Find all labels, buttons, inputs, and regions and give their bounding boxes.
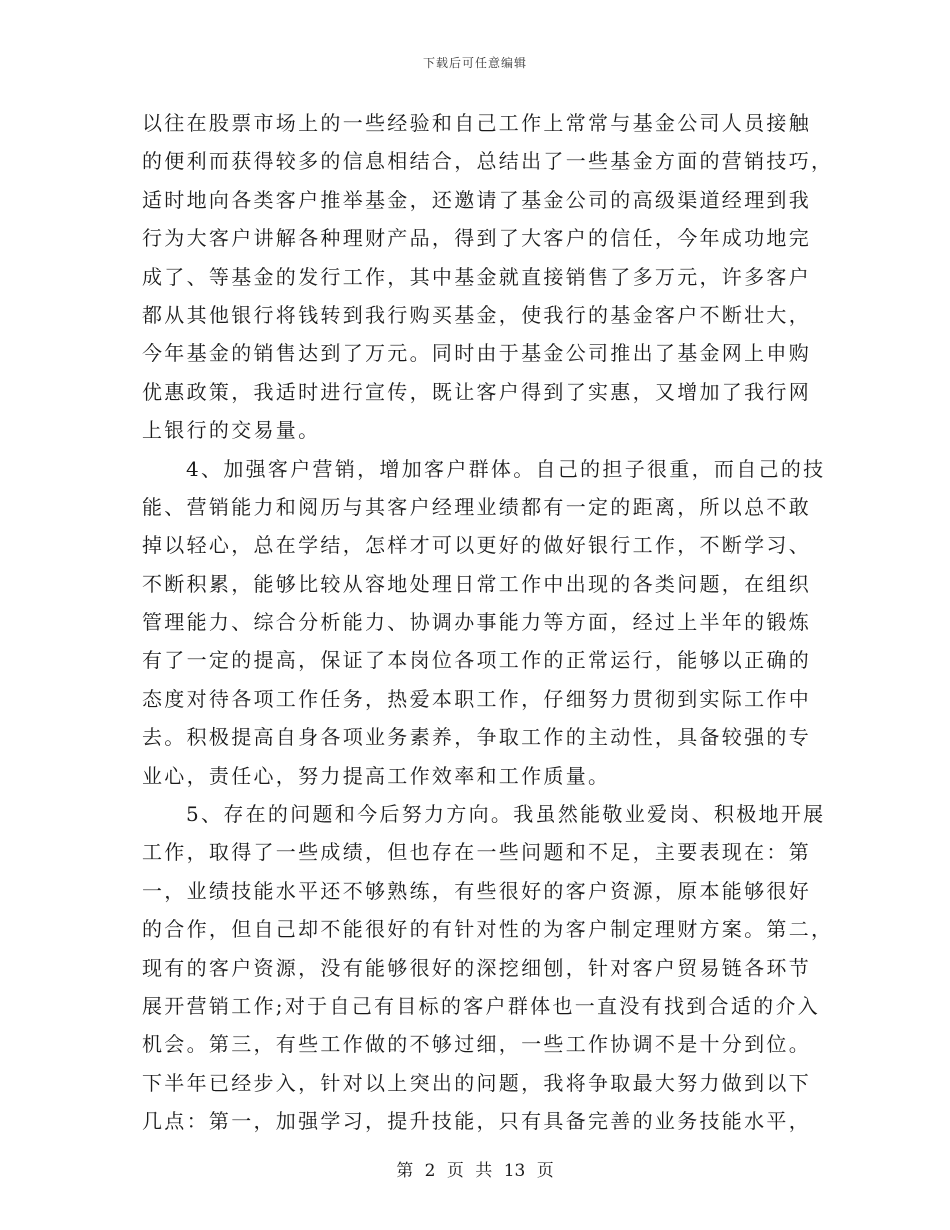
body-line: 机会。第三，有些工作做的不够过细，一些工作协调不是十分到位。 [142, 1032, 811, 1057]
paragraph-start-line: 5、存在的问题和今后努力方向。我虽然能敬业爱岗、积极地开展 [186, 802, 826, 827]
body-line: 现有的客户资源，没有能够很好的深挖细刨，针对客户贸易链各环节 [142, 955, 811, 980]
page-header: 下载后可任意编辑 [422, 56, 527, 70]
body-line: 管理能力、综合分析能力、协调办事能力等方面，经过上半年的锻炼 [142, 610, 811, 635]
body-line: 有了一定的提高，保证了本岗位各项工作的正常运行，能够以正确的 [142, 648, 811, 673]
body-line: 的合作，但自己却不能很好的有针对性的为客户制定理财方案。第二， [142, 917, 834, 942]
body-line: 去。积极提高自身各项业务素养，争取工作的主动性，具备较强的专 [142, 725, 811, 750]
body-line: 都从其他银行将钱转到我行购买基金，使我行的基金客户不断壮大， [142, 302, 811, 327]
document-body [142, 104, 834, 1141]
body-line: 今年基金的销售达到了万元。同时由于基金公司推出了基金网上申购 [142, 341, 811, 366]
body-line: 下半年已经步入，针对以上突出的问题，我将争取最大努力做到以下 [142, 1070, 811, 1095]
body-line: 能、营销能力和阅历与其客户经理业绩都有一定的距离，所以总不敢 [142, 494, 811, 519]
paragraph-start-line: 4、加强客户营销，增加客户群体。自己的担子很重，而自己的技 [186, 456, 826, 481]
body-line: 几点：第一，加强学习，提升技能，只有具备完善的业务技能水平， [142, 1109, 811, 1134]
body-line: 一，业绩技能水平还不够熟练，有些很好的客户资源，原本能够很好 [142, 878, 811, 903]
body-line: 优惠政策，我适时进行宣传，既让客户得到了实惠，又增加了我行网 [142, 379, 811, 404]
body-line: 成了、等基金的发行工作，其中基金就直接销售了多万元，许多客户 [142, 264, 811, 289]
body-line: 展开营销工作;对于自己有目标的客户群体也一直没有找到合适的介入 [142, 993, 821, 1018]
body-line: 上银行的交易量。 [142, 418, 321, 443]
body-line: 适时地向各类客户推举基金，还邀请了基金公司的高级渠道经理到我 [142, 187, 811, 212]
body-line: 掉以轻心，总在学结，怎样才可以更好的做好银行工作，不断学习、 [142, 533, 811, 558]
body-line: 不断积累，能够比较从容地处理日常工作中出现的各类问题，在组织 [142, 571, 811, 596]
body-line: 业心，责任心，努力提高工作效率和工作质量。 [142, 763, 611, 788]
body-line: 行为大客户讲解各种理财产品，得到了大客户的信任，今年成功地完 [142, 226, 811, 251]
body-line: 态度对待各项工作任务，热爱本职工作，仔细努力贯彻到实际工作中 [142, 686, 811, 711]
page-number-footer: 第 2 页 共 13 页 [396, 1161, 554, 1181]
body-line: 工作，取得了一些成绩，但也存在一些问题和不足，主要表现在：第 [142, 840, 811, 865]
body-line: 以往在股票市场上的一些经验和自己工作上常常与基金公司人员接触 [142, 111, 811, 135]
body-line: 的便利而获得较多的信息相结合，总结出了一些基金方面的营销技巧， [142, 149, 834, 174]
